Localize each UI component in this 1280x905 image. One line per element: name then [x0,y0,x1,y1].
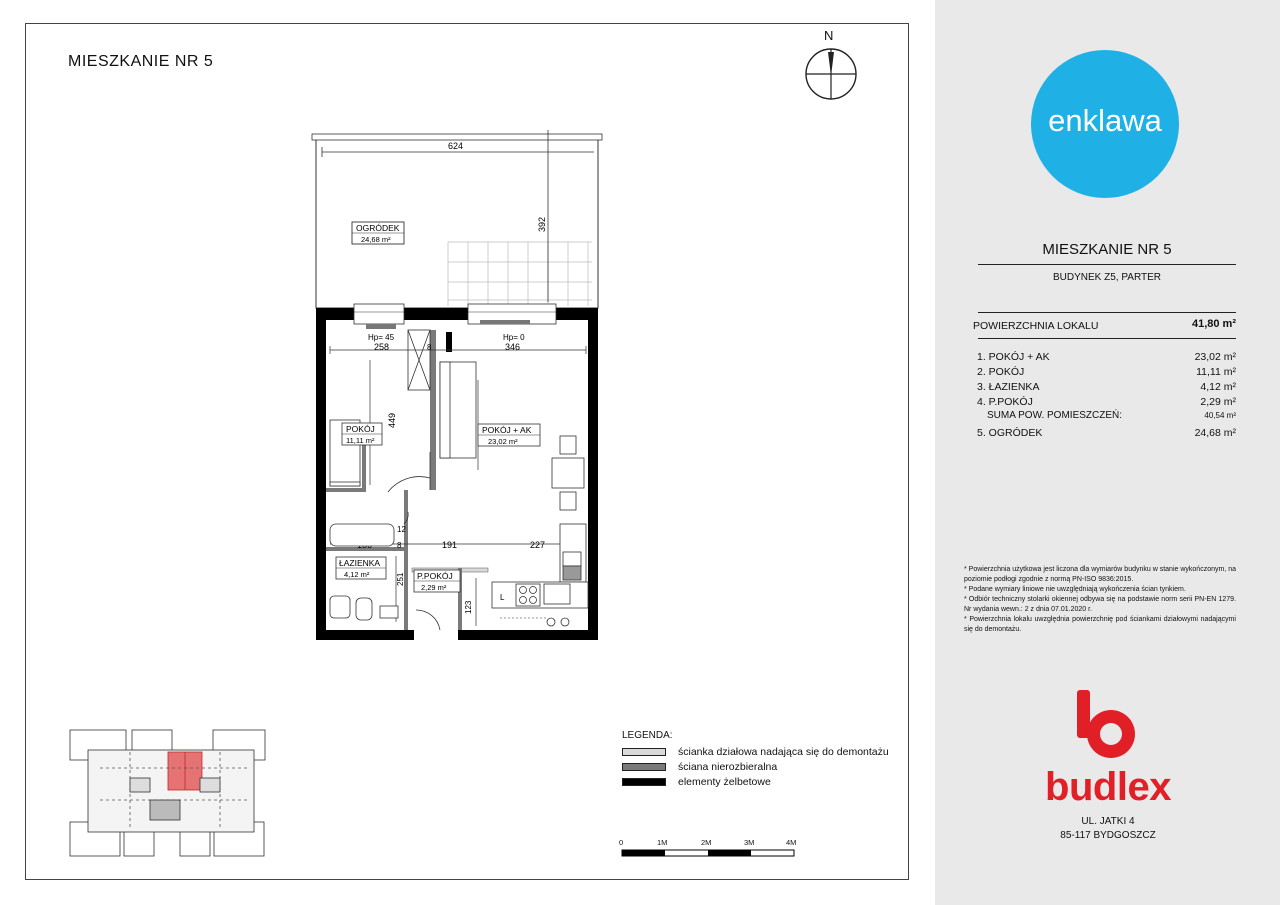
dim-garden-depth: 392 [537,216,547,232]
dim-door-b: 8 [397,541,402,550]
enklawa-logo [1031,50,1179,198]
enklawa-logo-text: enklawa [1048,103,1162,138]
room-row-name: 3. ŁAZIENKA [977,381,1040,393]
divider [978,312,1236,313]
dim-mid-width: 191 [442,540,458,550]
room-row-value: 11,11 m² [1196,366,1236,378]
total-area-label: POWIERZCHNIA LOKALU [973,320,1099,332]
svg-text:23,02 m²: 23,02 m² [488,437,518,446]
garden-area [312,130,602,308]
dim-room-right-width: 346 [505,342,521,352]
footnote: * Powierzchnia użytkowa jest liczona dla wymiarów budynku w stanie wykończonym, na poziomie podłogi zgodnie z normą PN-ISO 9836:2015. [964,566,1236,583]
legend-swatch [622,748,666,756]
room-row-value: 23,02 m² [1194,351,1236,363]
scale-label-1: 1M [657,838,668,847]
room-label-pokoj [342,423,382,445]
room-row-value: 4,12 m² [1200,381,1236,393]
sum-value: 40,54 m² [1204,411,1236,420]
room-label-ppokoj [414,570,460,592]
sum-label: SUMA POW. POMIESZCZEŃ: [987,410,1123,421]
legend-swatch [622,763,666,771]
room-row-name: 4. P.POKÓJ [977,396,1033,408]
dim-hall-depth: 251 [396,572,405,586]
window-height-left: Hp= 45 [368,333,395,342]
footnotes [964,565,1236,635]
fridge-label: L [500,593,505,602]
scale-label-3: 3M [744,838,755,847]
room-label-lazienka [336,557,386,579]
window-height-right: Hp= 0 [503,333,525,342]
svg-text:11,11 m²: 11,11 m² [346,436,375,445]
budlex-logo-text: budlex [1045,765,1171,809]
legend-title: LEGENDA: [622,730,673,741]
footnote: * Odbiór techniczny stolarki okiennej odbywa się na podstawie norm serii PN-EN 1279. Nr wydania wewn.: 2 z dnia 07.01.2020 r. [964,596,1236,613]
footnote: * Podane wymiary liniowe nie uwzględniają wykończenia ścian tynkiem. [964,586,1186,593]
dim-room-left-depth: 449 [387,412,397,428]
divider [978,338,1236,339]
budlex-b-logo-icon [1073,690,1143,760]
room-label-pokoj-ak [478,424,540,446]
dim-door-a: 12 [397,525,406,534]
dim-closet-depth: 123 [464,600,473,614]
info-subtitle: BUDYNEK Z5, PARTER [1053,272,1161,283]
svg-text:POKÓJ: POKÓJ [346,424,375,434]
dim-garden-width: 624 [448,141,464,151]
garden-area-value: 24,68 m² [361,235,391,244]
dim-room-left-width: 258 [374,342,390,352]
address-line-2: 85-117 BYDGOSZCZ [1060,830,1156,841]
scale-label-0: 0 [619,838,624,847]
scale-label-2: 2M [701,838,712,847]
room-row-name: 1. POKÓJ + AK [977,351,1050,363]
total-area-value: 41,80 m² [1191,318,1236,330]
legend-swatch [622,778,666,786]
svg-text:2,29 m²: 2,29 m² [421,583,447,592]
dim-kitchen-width: 227 [530,540,546,550]
scale-bar [622,850,794,856]
divider [978,264,1236,265]
svg-text:4,12 m²: 4,12 m² [344,570,370,579]
key-plan [70,730,265,856]
scale-label-4: 4M [786,838,797,847]
north-label: N [824,28,834,43]
garden-name: OGRÓDEK [356,223,400,233]
plan-panel: MIESZKANIE NR 5 N 624 392 OGRÓDEK 24,68 m² Hp= 45 Hp= 0 258 8 346 449 12 8 191 227 251 123 L POKÓJ 11,11 m² POKÓJ + AK 23,02 m² ŁAZIENKA 4,12 m² P.POKÓJ 2,29 m² 0 1M 2M 3M 4M LEGENDA: ścianka działowa nadająca się do demontażu ściana nierozbieralna elementy żelbetowe [0,0,935,905]
info-title: MIESZKANIE NR 5 [1042,241,1172,258]
svg-text:ŁAZIENKA: ŁAZIENKA [339,558,381,568]
garden-row-name: 5. OGRÓDEK [977,427,1043,439]
footnote: * Powierzchnia lokalu uwzględnia powierzchnię pod ściankami działowymi nadającymi się do demontażu. [964,616,1236,633]
svg-text:P.POKÓJ: P.POKÓJ [417,571,453,581]
room-row-value: 2,29 m² [1200,396,1236,408]
garden-row-value: 24,68 m² [1194,427,1236,439]
dim-stairs-gap: 8 [427,343,432,352]
svg-text:POKÓJ + AK: POKÓJ + AK [482,425,532,435]
address-line-1: UL. JATKI 4 [1081,816,1135,827]
room-row-name: 2. POKÓJ [977,366,1025,378]
plan-title: MIESZKANIE NR 5 [68,53,214,70]
